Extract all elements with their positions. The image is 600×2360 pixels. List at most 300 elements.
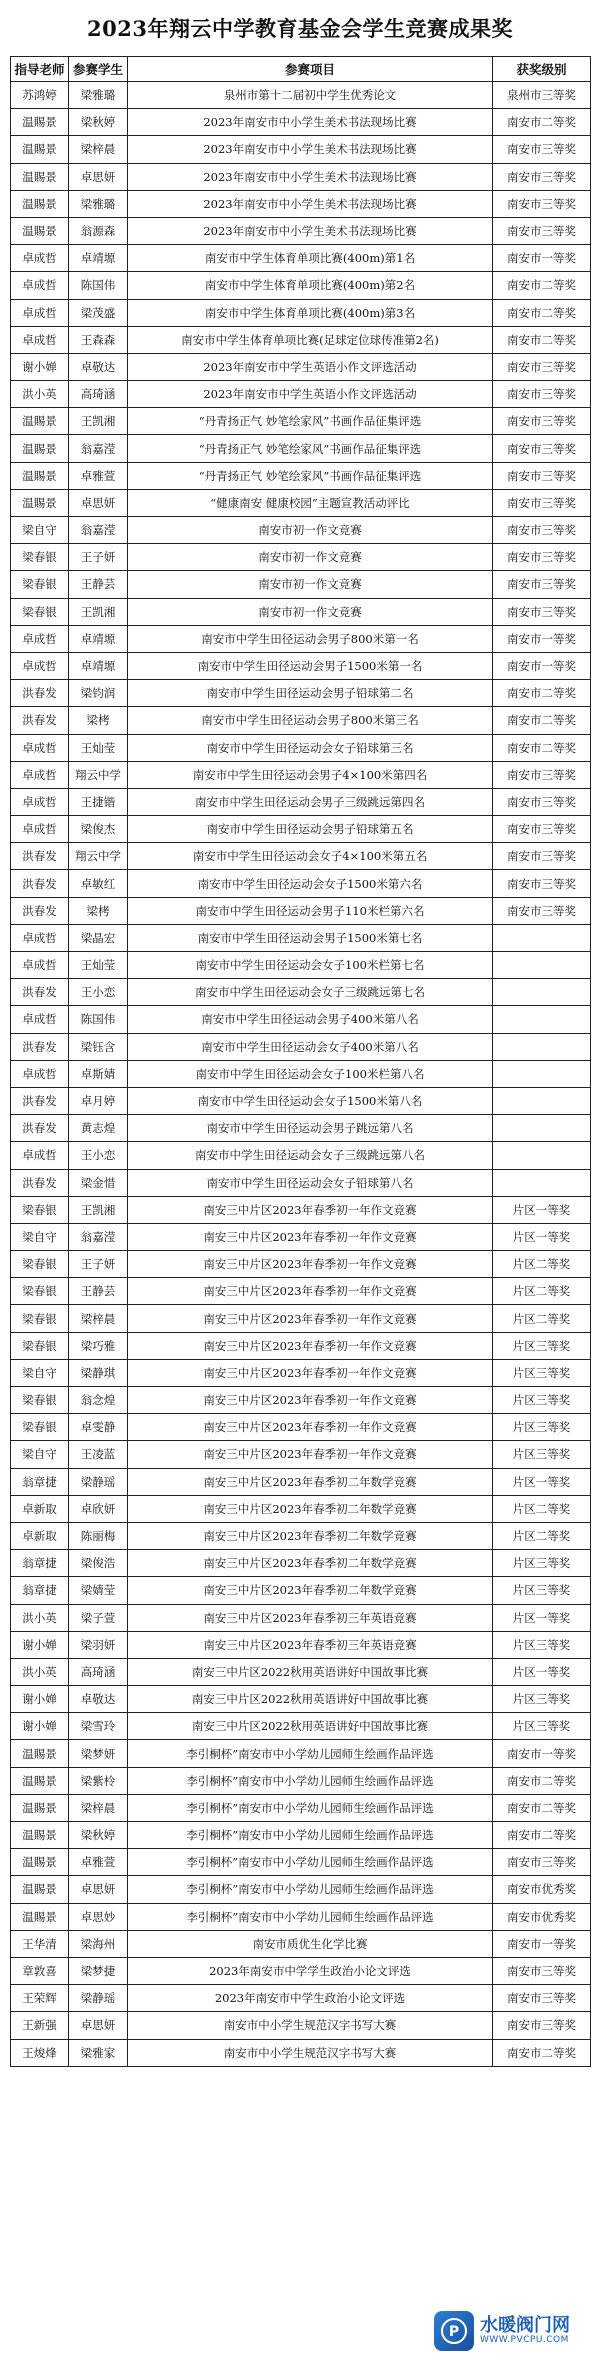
cell-student: 翁念煌 <box>69 1387 128 1414</box>
cell-level: 南安市二等奖 <box>493 326 591 353</box>
cell-level: 片区一等奖 <box>493 1658 591 1685</box>
cell-teacher: 卓成哲 <box>11 761 69 788</box>
cell-event: 南安三中片区2023年春季初二年数学竞赛 <box>128 1550 493 1577</box>
table-row <box>11 870 591 897</box>
cell-student: 翁源森 <box>69 217 128 244</box>
cell-teacher: 王新强 <box>11 2012 69 2039</box>
cell-event: 南安三中片区2023年春季初一年作文竞赛 <box>128 1359 493 1386</box>
cell-event: 李引桐杯”南安市中小学幼儿园师生绘画作品评选 <box>128 1876 493 1903</box>
cell-event: 南安市中学生田径运动会女子400米第八名 <box>128 1033 493 1060</box>
table-row <box>11 1522 591 1549</box>
cell-student: 梁秋婷 <box>69 1822 128 1849</box>
cell-student: 卓思妍 <box>69 1876 128 1903</box>
cell-level: 片区三等奖 <box>493 1414 591 1441</box>
cell-level: 片区三等奖 <box>493 1686 591 1713</box>
cell-teacher: 温賜景 <box>11 1794 69 1821</box>
cell-student: 翁嘉滢 <box>69 435 128 462</box>
cell-student: 王子妍 <box>69 544 128 571</box>
cell-level: 南安市二等奖 <box>493 272 591 299</box>
cell-student: 王子妍 <box>69 1251 128 1278</box>
cell-teacher: 洪春发 <box>11 1169 69 1196</box>
cell-teacher: 卓成哲 <box>11 734 69 761</box>
cell-student: 梁秋婷 <box>69 109 128 136</box>
table-row <box>11 1332 591 1359</box>
cell-event: 2023年南安市中小学生美术书法现场比赛 <box>128 190 493 217</box>
cell-level: 南安市三等奖 <box>493 571 591 598</box>
cell-student: 王静芸 <box>69 1278 128 1305</box>
cell-event: 南安市中学生田径运动会男子800米第一名 <box>128 625 493 652</box>
table-row <box>11 462 591 489</box>
cell-teacher: 梁春银 <box>11 1414 69 1441</box>
table-row <box>11 843 591 870</box>
cell-student: 梁梓晨 <box>69 1794 128 1821</box>
cell-student: 高琦涵 <box>69 1658 128 1685</box>
cell-student: 梁静瑶 <box>69 1468 128 1495</box>
cell-event: 南安市质优生化学比赛 <box>128 1930 493 1957</box>
table-row <box>11 1957 591 1984</box>
cell-teacher: 王华清 <box>11 1930 69 1957</box>
page-title: 2023年翔云中学教育基金会学生竞赛成果奖 <box>87 16 513 41</box>
cell-level <box>493 1115 591 1142</box>
cell-level: 南安市三等奖 <box>493 1985 591 2012</box>
cell-student: 卓靖塬 <box>69 625 128 652</box>
cell-level: 南安市优秀奖 <box>493 1903 591 1930</box>
table-row <box>11 1115 591 1142</box>
cell-event: 南安市中学生田径运动会女子1500米第八名 <box>128 1087 493 1114</box>
cell-event: 南安三中片区2022秋用英语讲好中国故事比赛 <box>128 1658 493 1685</box>
cell-student: 梁羽妍 <box>69 1631 128 1658</box>
cell-teacher: 温賜景 <box>11 190 69 217</box>
cell-teacher: 洪春发 <box>11 897 69 924</box>
cell-level <box>493 1006 591 1033</box>
table-row <box>11 517 591 544</box>
cell-event: 南安市中学生田径运动会女子100米栏第七名 <box>128 952 493 979</box>
cell-event: 南安市中学生田径运动会男子1500米第一名 <box>128 652 493 679</box>
cell-student: 卓斯婧 <box>69 1060 128 1087</box>
cell-student: 王小恋 <box>69 979 128 1006</box>
cell-teacher: 卓成哲 <box>11 652 69 679</box>
cell-event: 2023年南安市中学生英语小作文评选活动 <box>128 353 493 380</box>
table-row <box>11 1985 591 2012</box>
cell-event: 2023年南安市中学学生政治小论文评选 <box>128 1957 493 1984</box>
table-row <box>11 435 591 462</box>
cell-event: 南安市中学生田径运动会男子110米栏第六名 <box>128 897 493 924</box>
cell-student: 梁俊杰 <box>69 816 128 843</box>
cell-level: 片区三等奖 <box>493 1713 591 1740</box>
table-row <box>11 1876 591 1903</box>
cell-teacher: 苏鸿婷 <box>11 82 69 109</box>
cell-level: 南安市优秀奖 <box>493 1876 591 1903</box>
header-event: 参赛项目 <box>128 57 493 82</box>
table-row <box>11 82 591 109</box>
table-row <box>11 598 591 625</box>
table-row <box>11 163 591 190</box>
cell-level: 南安市三等奖 <box>493 788 591 815</box>
cell-teacher: 温賜景 <box>11 217 69 244</box>
cell-level: 南安市三等奖 <box>493 489 591 516</box>
table-row <box>11 1196 591 1223</box>
cell-student: 梁梦妍 <box>69 1740 128 1767</box>
table-row <box>11 353 591 380</box>
cell-teacher: 温賜景 <box>11 163 69 190</box>
table-row <box>11 816 591 843</box>
cell-level: 片区二等奖 <box>493 1305 591 1332</box>
cell-student: 梁静瑶 <box>69 1985 128 2012</box>
table-row <box>11 1359 591 1386</box>
cell-student: 翔云中学 <box>69 761 128 788</box>
cell-teacher: 卓成哲 <box>11 1060 69 1087</box>
cell-student: 王凯湘 <box>69 598 128 625</box>
cell-level: 片区三等奖 <box>493 1550 591 1577</box>
cell-teacher: 洪春发 <box>11 1115 69 1142</box>
cell-student: 卓敏红 <box>69 870 128 897</box>
cell-event: 南安市中学生田径运动会男子铅球第五名 <box>128 816 493 843</box>
cell-level: 片区二等奖 <box>493 1522 591 1549</box>
cell-level: 南安市三等奖 <box>493 598 591 625</box>
cell-level: 南安市三等奖 <box>493 217 591 244</box>
table-row <box>11 761 591 788</box>
cell-level: 南安市三等奖 <box>493 381 591 408</box>
cell-teacher: 梁春银 <box>11 598 69 625</box>
cell-event: 南安三中片区2023年春季初二年数学竞赛 <box>128 1577 493 1604</box>
cell-student: 梁梦捷 <box>69 1957 128 1984</box>
cell-teacher: 温賜景 <box>11 489 69 516</box>
cell-student: 梁栲 <box>69 897 128 924</box>
cell-level: 南安市二等奖 <box>493 2039 591 2066</box>
table-row <box>11 1305 591 1332</box>
cell-student: 梁婧莹 <box>69 1577 128 1604</box>
table-row <box>11 1658 591 1685</box>
cell-event: 南安三中片区2023年春季初二年数学竞赛 <box>128 1468 493 1495</box>
cell-level: 南安市二等奖 <box>493 299 591 326</box>
cell-teacher: 洪春发 <box>11 1087 69 1114</box>
header-student: 参赛学生 <box>69 57 128 82</box>
cell-event: 南安市中学生田径运动会女子三级跳远第七名 <box>128 979 493 1006</box>
cell-student: 王凯湘 <box>69 408 128 435</box>
cell-teacher: 洪小英 <box>11 1658 69 1685</box>
cell-teacher: 温賜景 <box>11 1849 69 1876</box>
cell-event: 李引桐杯”南安市中小学幼儿园师生绘画作品评选 <box>128 1849 493 1876</box>
cell-event: 南安三中片区2023年春季初一年作文竞赛 <box>128 1251 493 1278</box>
cell-level: 南安市三等奖 <box>493 353 591 380</box>
cell-level: 南安市三等奖 <box>493 136 591 163</box>
cell-teacher: 温賜景 <box>11 1740 69 1767</box>
cell-teacher: 梁春银 <box>11 1278 69 1305</box>
cell-teacher: 温賜景 <box>11 408 69 435</box>
cell-teacher: 梁春银 <box>11 1251 69 1278</box>
cell-event: 2023年南安市中小学生美术书法现场比赛 <box>128 217 493 244</box>
cell-teacher: 洪春发 <box>11 707 69 734</box>
cell-student: 黄志煌 <box>69 1115 128 1142</box>
cell-event: 南安市中学生田径运动会女子4×100米第五名 <box>128 843 493 870</box>
cell-teacher: 温賜景 <box>11 1903 69 1930</box>
cell-teacher: 洪春发 <box>11 1033 69 1060</box>
cell-level: 南安市三等奖 <box>493 816 591 843</box>
cell-event: 南安三中片区2023年春季初一年作文竞赛 <box>128 1332 493 1359</box>
table-row <box>11 1414 591 1441</box>
cell-event: 李引桐杯”南安市中小学幼儿园师生绘画作品评选 <box>128 1740 493 1767</box>
cell-level <box>493 979 591 1006</box>
table-row <box>11 1930 591 1957</box>
cell-student: 高琦涵 <box>69 381 128 408</box>
header-teacher: 指导老师 <box>11 57 69 82</box>
cell-level: 片区三等奖 <box>493 1441 591 1468</box>
cell-student: 梁雅璐 <box>69 190 128 217</box>
table-row <box>11 2012 591 2039</box>
cell-level: 片区三等奖 <box>493 1332 591 1359</box>
cell-student: 卓雅萱 <box>69 462 128 489</box>
cell-teacher: 王荣辉 <box>11 1985 69 2012</box>
cell-student: 卓敬达 <box>69 1686 128 1713</box>
table-row <box>11 625 591 652</box>
table-row <box>11 1713 591 1740</box>
cell-level: 片区三等奖 <box>493 1387 591 1414</box>
cell-level: 南安市三等奖 <box>493 408 591 435</box>
cell-teacher: 卓成哲 <box>11 1006 69 1033</box>
table-row <box>11 1251 591 1278</box>
site-watermark <box>434 2308 594 2354</box>
cell-student: 梁雅璐 <box>69 82 128 109</box>
cell-level: 南安市三等奖 <box>493 2012 591 2039</box>
cell-teacher: 卓新取 <box>11 1522 69 1549</box>
cell-event: 南安市中学生田径运动会女子1500米第六名 <box>128 870 493 897</box>
cell-teacher: 温賜景 <box>11 1876 69 1903</box>
cell-student: 梁紫柃 <box>69 1767 128 1794</box>
cell-teacher: 谢小婵 <box>11 1686 69 1713</box>
cell-event: 南安市中小学生规范汉字书写大赛 <box>128 2039 493 2066</box>
cell-event: 南安三中片区2023年春季初一年作文竞赛 <box>128 1278 493 1305</box>
cell-teacher: 温賜景 <box>11 1822 69 1849</box>
cell-event: 2023年南安市中小学生美术书法现场比赛 <box>128 136 493 163</box>
cell-student: 陈国伟 <box>69 272 128 299</box>
table-body <box>11 82 591 2067</box>
cell-event: “丹青扬正气 妙笔绘家风”书画作品征集评选 <box>128 435 493 462</box>
table-row <box>11 734 591 761</box>
table-row <box>11 136 591 163</box>
cell-event: 2023年南安市中学生英语小作文评选活动 <box>128 381 493 408</box>
cell-event: 南安市初一作文竞赛 <box>128 544 493 571</box>
cell-student: 陈国伟 <box>69 1006 128 1033</box>
cell-event: 南安市初一作文竞赛 <box>128 517 493 544</box>
cell-event: 2023年南安市中小学生美术书法现场比赛 <box>128 109 493 136</box>
cell-level: 南安市三等奖 <box>493 435 591 462</box>
table-row <box>11 1550 591 1577</box>
cell-level: 南安市二等奖 <box>493 1767 591 1794</box>
cell-level <box>493 1169 591 1196</box>
cell-event: 南安市中学生田径运动会女子100米栏第八名 <box>128 1060 493 1087</box>
site-logo-icon <box>434 2311 474 2351</box>
cell-teacher: 卓成哲 <box>11 1142 69 1169</box>
table-row <box>11 1767 591 1794</box>
cell-teacher: 梁春银 <box>11 1387 69 1414</box>
awards-table <box>10 56 591 2067</box>
cell-student: 王静芸 <box>69 571 128 598</box>
cell-teacher: 洪小英 <box>11 381 69 408</box>
cell-level: 片区三等奖 <box>493 1631 591 1658</box>
table-row <box>11 408 591 435</box>
cell-teacher: 梁自守 <box>11 517 69 544</box>
table-row <box>11 1278 591 1305</box>
cell-event: 李引桐杯”南安市中小学幼儿园师生绘画作品评选 <box>128 1903 493 1930</box>
cell-teacher: 洪春发 <box>11 979 69 1006</box>
cell-level: 片区二等奖 <box>493 1278 591 1305</box>
table-row <box>11 1142 591 1169</box>
table-row <box>11 1006 591 1033</box>
cell-level: 南安市三等奖 <box>493 761 591 788</box>
cell-student: 陈丽梅 <box>69 1522 128 1549</box>
cell-event: 南安三中片区2023年春季初一年作文竞赛 <box>128 1305 493 1332</box>
cell-teacher: 卓成哲 <box>11 299 69 326</box>
cell-level: 南安市一等奖 <box>493 652 591 679</box>
cell-teacher: 梁春银 <box>11 1332 69 1359</box>
table-row <box>11 299 591 326</box>
cell-teacher: 卓成哲 <box>11 326 69 353</box>
cell-event: 南安市中学生田径运动会男子1500米第七名 <box>128 924 493 951</box>
cell-event: 南安三中片区2023年春季初三年英语竞赛 <box>128 1604 493 1631</box>
table-row <box>11 1387 591 1414</box>
cell-student: 卓敬达 <box>69 353 128 380</box>
cell-event: 南安市中学生田径运动会男子4×100米第四名 <box>128 761 493 788</box>
table-row <box>11 190 591 217</box>
cell-teacher: 卓成哲 <box>11 788 69 815</box>
cell-level: 片区一等奖 <box>493 1604 591 1631</box>
cell-level: 南安市三等奖 <box>493 544 591 571</box>
cell-teacher: 卓新取 <box>11 1495 69 1522</box>
cell-teacher: 卓成哲 <box>11 816 69 843</box>
cell-teacher: 梁春银 <box>11 571 69 598</box>
cell-teacher: 谢小婵 <box>11 1631 69 1658</box>
cell-level <box>493 1142 591 1169</box>
cell-teacher: 卓成哲 <box>11 625 69 652</box>
cell-event: 南安三中片区2023年春季初三年英语竞赛 <box>128 1631 493 1658</box>
cell-student: 卓靖塬 <box>69 245 128 272</box>
cell-level <box>493 1060 591 1087</box>
table-row <box>11 245 591 272</box>
cell-event: 南安三中片区2022秋用英语讲好中国故事比赛 <box>128 1686 493 1713</box>
table-row <box>11 326 591 353</box>
cell-event: “健康南安 健康校园”主题宣教活动评比 <box>128 489 493 516</box>
table-row <box>11 1822 591 1849</box>
cell-student: 卓雯静 <box>69 1414 128 1441</box>
cell-level: 南安市三等奖 <box>493 163 591 190</box>
cell-student: 卓靖塬 <box>69 652 128 679</box>
cell-event: 南安市中学生田径运动会女子铅球第三名 <box>128 734 493 761</box>
table-row <box>11 924 591 951</box>
cell-teacher: 洪小英 <box>11 1604 69 1631</box>
cell-event: 2023年南安市中小学生美术书法现场比赛 <box>128 163 493 190</box>
table-row <box>11 1033 591 1060</box>
cell-level: 片区一等奖 <box>493 1468 591 1495</box>
table-row <box>11 979 591 1006</box>
table-row <box>11 1849 591 1876</box>
cell-student: 翁嘉滢 <box>69 517 128 544</box>
cell-level: 片区一等奖 <box>493 1223 591 1250</box>
cell-event: 南安市中学生田径运动会男子400米第八名 <box>128 1006 493 1033</box>
cell-level <box>493 1087 591 1114</box>
cell-event: 南安市中学生体育单项比赛(足球定位球传准第2名) <box>128 326 493 353</box>
table-row <box>11 1631 591 1658</box>
cell-level: 泉州市三等奖 <box>493 82 591 109</box>
cell-level: 南安市一等奖 <box>493 245 591 272</box>
cell-teacher: 梁自守 <box>11 1441 69 1468</box>
cell-student: 梁巧雅 <box>69 1332 128 1359</box>
cell-student: 王凯湘 <box>69 1196 128 1223</box>
cell-event: 南安市中小学生规范汉字书写大赛 <box>128 2012 493 2039</box>
table-row <box>11 707 591 734</box>
cell-event: 泉州市第十二届初中学生优秀论文 <box>128 82 493 109</box>
cell-event: 南安市中学生田径运动会女子三级跳远第八名 <box>128 1142 493 1169</box>
cell-student: 王灿莹 <box>69 952 128 979</box>
cell-student: 卓思妍 <box>69 489 128 516</box>
cell-teacher: 梁自守 <box>11 1359 69 1386</box>
cell-student: 梁雅家 <box>69 2039 128 2066</box>
table-row <box>11 1060 591 1087</box>
table-row <box>11 1794 591 1821</box>
cell-teacher: 卓成哲 <box>11 272 69 299</box>
table-header-row <box>11 57 591 82</box>
cell-teacher: 洪春发 <box>11 843 69 870</box>
cell-event: 南安三中片区2023年春季初一年作文竞赛 <box>128 1414 493 1441</box>
cell-teacher: 梁春银 <box>11 544 69 571</box>
cell-level: 南安市二等奖 <box>493 680 591 707</box>
cell-event: 李引桐杯”南安市中小学幼儿园师生绘画作品评选 <box>128 1822 493 1849</box>
table-row <box>11 1495 591 1522</box>
cell-teacher: 温賜景 <box>11 1767 69 1794</box>
cell-teacher: 翁章捷 <box>11 1577 69 1604</box>
cell-student: 梁梓晨 <box>69 136 128 163</box>
cell-teacher: 洪春发 <box>11 870 69 897</box>
table-row <box>11 1441 591 1468</box>
cell-teacher: 洪春发 <box>11 680 69 707</box>
cell-teacher: 卓成哲 <box>11 924 69 951</box>
watermark-site-url: WWW.PVCPU.COM <box>480 2334 569 2345</box>
cell-level <box>493 952 591 979</box>
cell-teacher: 温賜景 <box>11 109 69 136</box>
cell-event: 2023年南安市中学生政治小论文评选 <box>128 1985 493 2012</box>
cell-student: 卓思妍 <box>69 2012 128 2039</box>
cell-event: 南安市初一作文竞赛 <box>128 598 493 625</box>
cell-level: 南安市三等奖 <box>493 870 591 897</box>
cell-level: 南安市一等奖 <box>493 625 591 652</box>
cell-event: “丹青扬正气 妙笔绘家风”书画作品征集评选 <box>128 408 493 435</box>
cell-event: “丹青扬正气 妙笔绘家风”书画作品征集评选 <box>128 462 493 489</box>
cell-student: 王灿莹 <box>69 734 128 761</box>
cell-level <box>493 1033 591 1060</box>
table-row <box>11 544 591 571</box>
cell-event: 南安市中学生田径运动会女子铅球第八名 <box>128 1169 493 1196</box>
cell-student: 王森森 <box>69 326 128 353</box>
cell-student: 卓思妍 <box>69 163 128 190</box>
cell-level: 南安市三等奖 <box>493 462 591 489</box>
cell-event: 南安市中学生田径运动会男子跳远第八名 <box>128 1115 493 1142</box>
watermark-site-name: 水暖阀门网 <box>480 2315 570 2337</box>
cell-student: 王小恋 <box>69 1142 128 1169</box>
cell-level: 南安市二等奖 <box>493 1822 591 1849</box>
cell-teacher: 卓成哲 <box>11 245 69 272</box>
cell-teacher: 温賜景 <box>11 462 69 489</box>
cell-level: 南安市三等奖 <box>493 190 591 217</box>
cell-student: 卓欣妍 <box>69 1495 128 1522</box>
cell-student: 梁雪玲 <box>69 1713 128 1740</box>
cell-student: 卓月婷 <box>69 1087 128 1114</box>
cell-event: 南安三中片区2023年春季初一年作文竞赛 <box>128 1223 493 1250</box>
table-row <box>11 652 591 679</box>
svg-text:P: P <box>448 2324 460 2340</box>
table-row <box>11 272 591 299</box>
cell-student: 梁钧润 <box>69 680 128 707</box>
table-row <box>11 1087 591 1114</box>
cell-event: 南安三中片区2023年春季初二年数学竞赛 <box>128 1495 493 1522</box>
